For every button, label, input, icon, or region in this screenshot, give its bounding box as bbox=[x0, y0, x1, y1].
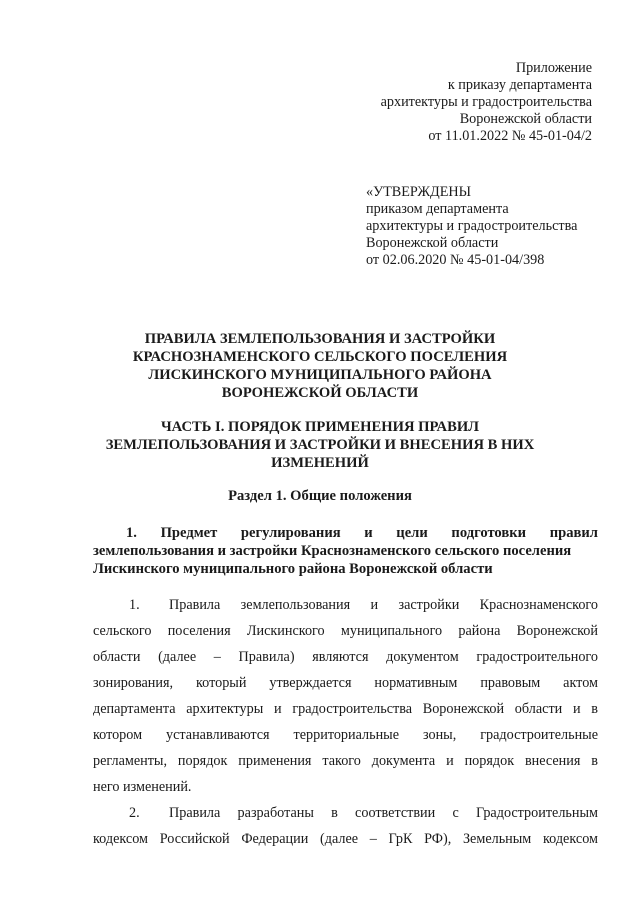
document-body bbox=[93, 592, 598, 852]
paragraph-line: сельского поселения Лискинского муниципального района Воронежской bbox=[93, 623, 598, 639]
approval-line: от 02.06.2020 № 45-01-04/398 bbox=[366, 252, 545, 268]
appendix-line: от 11.01.2022 № 45-01-04/2 bbox=[428, 128, 592, 144]
paragraph-line bbox=[93, 592, 598, 618]
appendix-header bbox=[381, 60, 592, 145]
paragraph-line: него изменений. bbox=[93, 779, 192, 795]
part-line: ИЗМЕНЕНИЙ bbox=[271, 455, 369, 471]
appendix-line: к приказу департамента bbox=[447, 77, 592, 93]
paragraph-1 bbox=[93, 592, 598, 800]
subject-line: землепользования и застройки Краснознаменского сельского поселения bbox=[93, 543, 572, 559]
approval-line: «УТВЕРЖДЕНЫ bbox=[366, 184, 471, 200]
approval-block bbox=[366, 184, 577, 269]
title-line: ЛИСКИНСКОГО МУНИЦИПАЛЬНОГО РАЙОНА bbox=[148, 367, 492, 383]
paragraph-line: котором устанавливаются территориальные зоны, градостроительные bbox=[93, 727, 598, 743]
paragraph-line: зонирования, который утверждается нормативным правовым актом bbox=[93, 675, 598, 691]
part-line: ЧАСТЬ I. ПОРЯДОК ПРИМЕНЕНИЯ ПРАВИЛ bbox=[160, 419, 480, 435]
paragraph-line bbox=[93, 800, 598, 826]
subject-line: Лискинского муниципального района Воронежской области bbox=[93, 561, 493, 577]
appendix-line: Воронежской области bbox=[459, 111, 592, 127]
section-heading: Раздел 1. Общие положения bbox=[228, 488, 412, 504]
part-line: ЗЕМЛЕПОЛЬЗОВАНИЯ И ЗАСТРОЙКИ И ВНЕСЕНИЯ В НИХ bbox=[105, 437, 535, 453]
appendix-line: архитектуры и градостроительства bbox=[380, 94, 592, 110]
appendix-line: Приложение bbox=[515, 60, 592, 76]
paragraph-number: 1. bbox=[129, 597, 140, 613]
paragraph-line: области (далее – Правила) являются документом градостроительного bbox=[93, 649, 598, 665]
paragraph-line: департамента архитектуры и градостроительства Воронежской области и в bbox=[93, 701, 598, 717]
paragraph-2 bbox=[93, 800, 598, 852]
paragraph-text: Правила землепользования и застройки Краснознаменского bbox=[169, 597, 598, 613]
title-line: ВОРОНЕЖСКОЙ ОБЛАСТИ bbox=[221, 385, 419, 401]
part-heading bbox=[40, 418, 600, 472]
title-line: КРАСНОЗНАМЕНСКОГО СЕЛЬСКОГО ПОСЕЛЕНИЯ bbox=[132, 349, 508, 365]
approval-line: приказом департамента bbox=[366, 201, 509, 217]
paragraph-text: Правила разработаны в соответствии с Градостроительным bbox=[169, 805, 598, 821]
document-title bbox=[40, 330, 600, 402]
title-line: ПРАВИЛА ЗЕМЛЕПОЛЬЗОВАНИЯ И ЗАСТРОЙКИ bbox=[144, 331, 496, 347]
approval-line: Воронежской области bbox=[366, 235, 499, 251]
subject-heading bbox=[93, 524, 598, 578]
paragraph-number: 2. bbox=[129, 805, 140, 821]
paragraph-line: регламенты, порядок применения такого документа и порядок внесения в bbox=[93, 753, 598, 769]
approval-line: архитектуры и градостроительства bbox=[366, 218, 578, 234]
subject-line: 1. Предмет регулирования и цели подготовки правил bbox=[126, 525, 598, 541]
paragraph-line: кодексом Российской Федерации (далее – ГрК РФ), Земельным кодексом bbox=[93, 831, 598, 847]
